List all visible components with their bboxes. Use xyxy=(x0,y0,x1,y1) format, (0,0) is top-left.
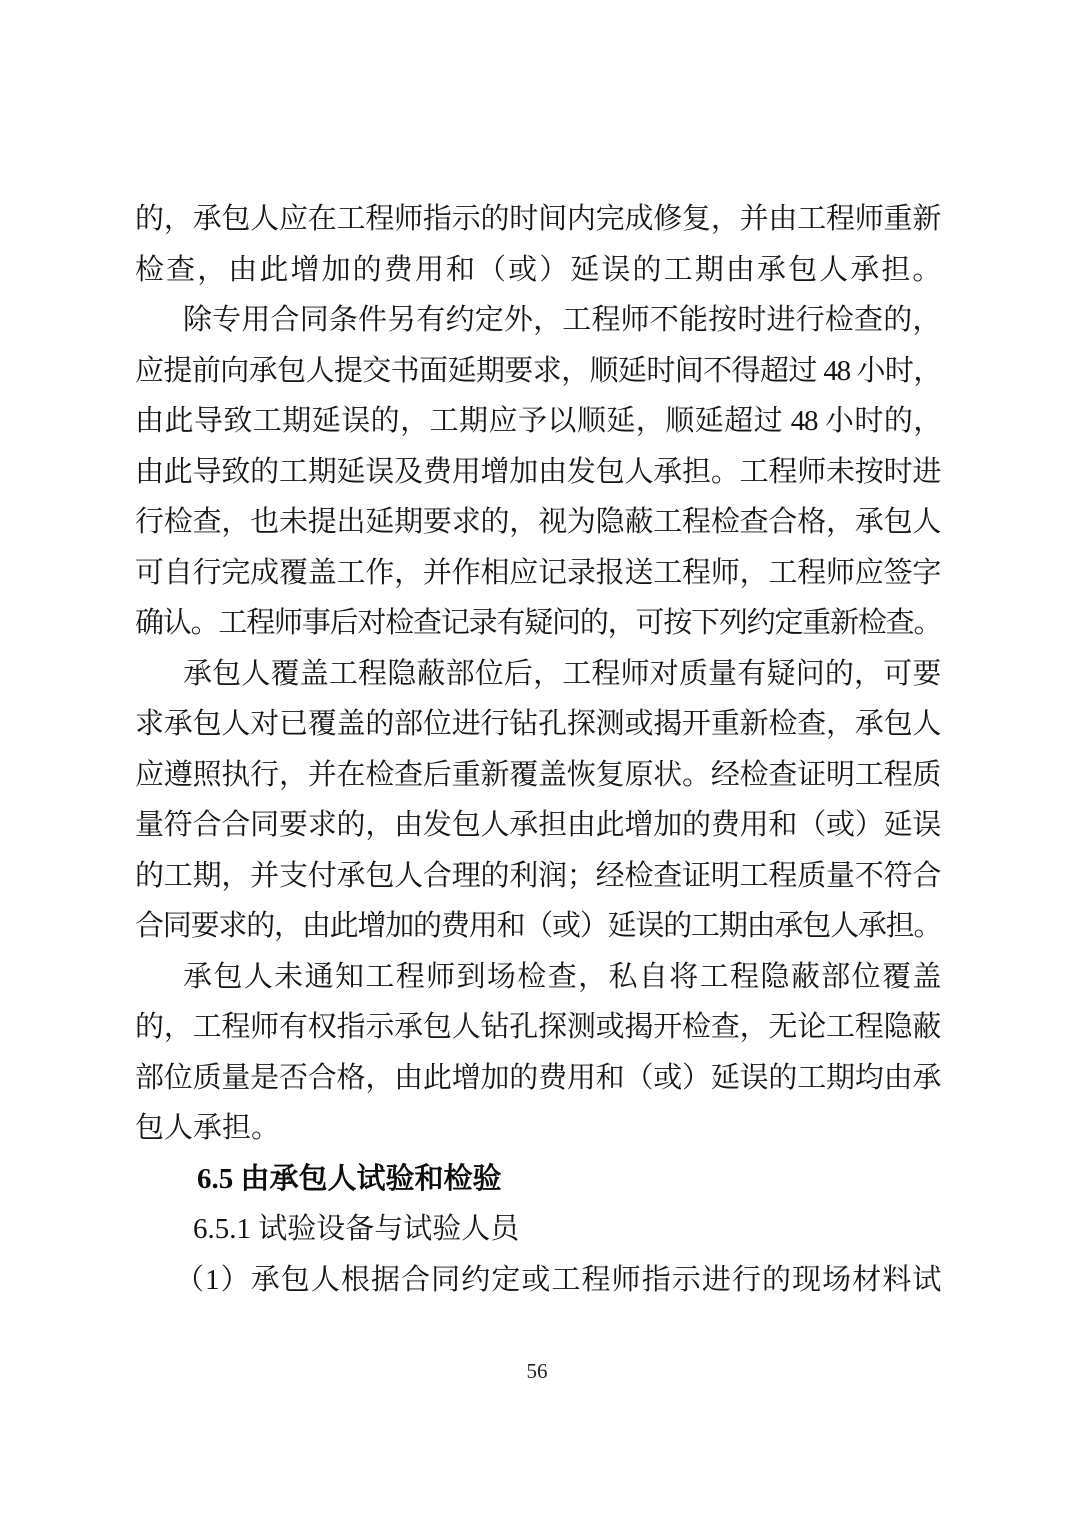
document-body xyxy=(135,194,941,1305)
text-line: 包人承担。 xyxy=(135,1112,281,1144)
page-number: 56 xyxy=(526,1359,548,1383)
section-heading: 6.5 由承包人试验和检验 xyxy=(197,1162,502,1195)
text-line: 由此导致的工期延误及费用增加由发包人承担。工程师未按时进 xyxy=(135,455,941,488)
text-line: 应提前向承包人提交书面延期要求，顺延时间不得超过 48 小时， xyxy=(135,354,941,387)
text-line: 部位质量是否合格，由此增加的费用和（或）延误的工期均由承 xyxy=(135,1061,941,1094)
text-line: 承包人覆盖工程隐蔽部位后，工程师对质量有疑问的，可要 xyxy=(183,657,941,690)
text-line: 可自行完成覆盖工作，并作相应记录报送工程师，工程师应签字 xyxy=(135,556,941,589)
list-item-line: （1）承包人根据合同约定或工程师指示进行的现场材料试 xyxy=(175,1263,941,1296)
subsection-heading: 6.5.1 试验设备与试验人员 xyxy=(193,1213,520,1245)
text-line: 求承包人对已覆盖的部位进行钻孔探测或揭开重新检查，承包人 xyxy=(135,708,941,740)
text-line: 的工期，并支付承包人合理的利润；经检查证明工程质量不符合 xyxy=(135,859,941,892)
text-line: 应遵照执行，并在检查后重新覆盖恢复原状。经检查证明工程质 xyxy=(135,758,941,791)
text-line: 的，承包人应在工程师指示的时间内完成修复，并由工程师重新 xyxy=(135,203,941,235)
text-line: 合同要求的，由此增加的费用和（或）延误的工期由承包人承担。 xyxy=(135,910,941,942)
text-line: 除专用合同条件另有约定外，工程师不能按时进行检查的， xyxy=(183,304,941,336)
text-line: 量符合合同要求的，由发包人承担由此增加的费用和（或）延误 xyxy=(135,809,941,841)
text-line: 的，工程师有权指示承包人钻孔探测或揭开检查，无论工程隐蔽 xyxy=(135,1011,941,1043)
text-line: 承包人未通知工程师到场检查，私自将工程隐蔽部位覆盖 xyxy=(183,960,941,993)
text-line: 确认。工程师事后对检查记录有疑问的，可按下列约定重新检查。 xyxy=(135,607,941,639)
text-line: 由此导致工期延误的，工期应予以顺延，顺延超过 48 小时的， xyxy=(135,405,941,437)
text-line: 行检查，也未提出延期要求的，视为隐蔽工程检查合格，承包人 xyxy=(135,506,941,538)
text-line: 检查，由此增加的费用和（或）延误的工期由承包人承担。 xyxy=(135,253,941,286)
